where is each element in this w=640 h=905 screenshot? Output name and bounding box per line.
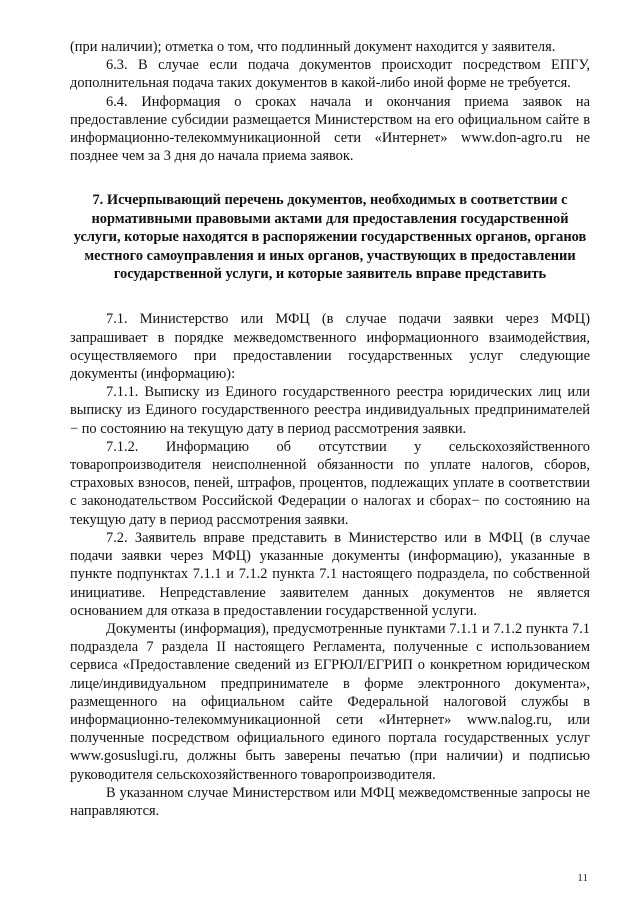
paragraph-requests: В указанном случае Министерством или МФЦ межведомственные запросы не направляются. (70, 784, 590, 819)
paragraph-continuation: (при наличии); отметка о том, что подлинный документ находится у заявителя. (70, 39, 556, 55)
paragraph-6-4: 6.4. Информация о сроках начала и окончания приема заявок на предоставление субсидии размещается Министерством на его официальном сайте в информационно-телекоммуникационной сети «Интернет» www.don-agro.ru не позднее чем за 3 дня до начала приема заявок. (70, 93, 590, 165)
paragraph-7-1-2: 7.1.2. Информацию об отсутствии у сельскохозяйственного товаропроизводителя неисполненной обязанности по уплате налогов, сборов, страховых взносов, пеней, штрафов, процентов, подлежащих уплате в соответствии с законодательством Российской Федерации о налогах и сборах− по состоянию на текущую дату в период рассмотрения заявки. (70, 438, 590, 528)
paragraph-7-1: 7.1. Министерство или МФЦ (в случае подачи заявки через МФЦ) запрашивает в порядке межведомственного информационного взаимодействия, осуществляемого при предоставлении государственных услуг следующие документы (информацию): (70, 311, 590, 383)
paragraph-7-2: 7.2. Заявитель вправе представить в Министерство или в МФЦ (в случае подачи заявки через МФЦ) указанные документы (информацию), указанные в пункте подпунктах 7.1.1 и 7.1.2 пункта 7.1 настоящего подраздела, по собственной инициативе. Непредставление заявителем данных документов не является основанием для отказа в предоставлении государственной услуги. (70, 529, 590, 619)
paragraph-documents-info: Документы (информация), предусмотренные пунктами 7.1.1 и 7.1.2 пункта 7.1 подраздела 7 раздела II настоящего Регламента, полученные с использованием сервиса «Предоставление сведений из ЕГРЮЛ/ЕГРИП о конкретном юридическом лице/индивидуальном предпринимателе в форме электронного документа», размещенного на официальном сайте Федеральной налоговой службы в информационно-телекоммуникационной сети «Интернет» www.nalog.ru, или полученные посредством официального единого портала государственных услуг www.gosuslugi.ru, должны быть заверены печатью (при наличии) и подписью руководителя сельскохозяйственного товаропроизводителя. (70, 620, 590, 783)
page-number: 11 (577, 872, 588, 884)
paragraph-7-1-1: 7.1.1. Выписку из Единого государственного реестра юридических лиц или выписку из Единого государственного реестра индивидуальных предпринимателей − по состоянию на текущую дату в период рассмотрения заявки. (70, 384, 590, 437)
document-body (70, 38, 590, 820)
section-heading-7: 7. Исчерпывающий перечень документов, необходимых в соответствии с нормативными правовыми актами для предоставления государственной услуги, которые находятся в распоряжении государственных органов, органов местного самоуправления и иных органов, участвующих в предоставлении государственной услуги, и которые заявитель вправе представить (73, 192, 587, 283)
paragraph-6-3: 6.3. В случае если подача документов происходит посредством ЕПГУ, дополнительная подача таких документов в какой-либо иной форме не требуется. (70, 57, 590, 92)
